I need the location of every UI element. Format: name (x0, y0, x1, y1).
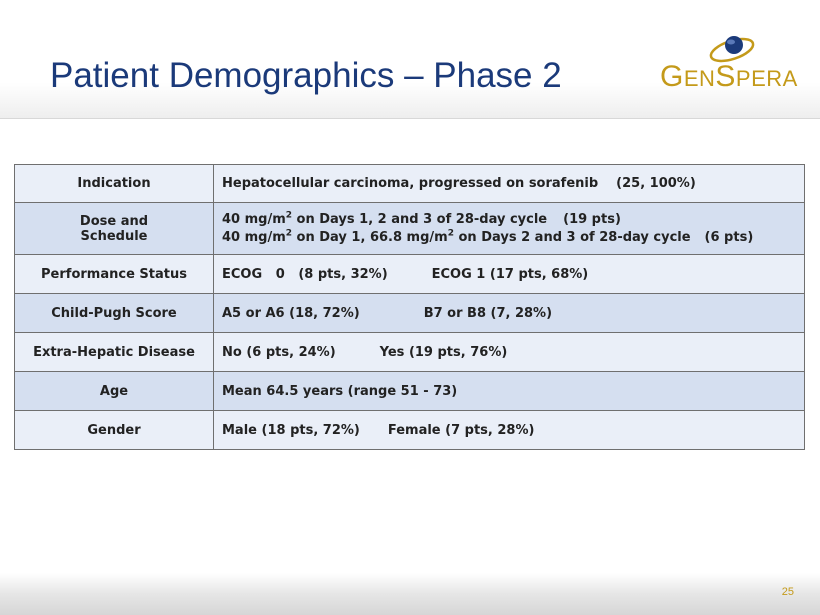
table-row (15, 372, 805, 411)
table-row (15, 255, 805, 294)
value-text: (25, 100%) (616, 176, 696, 191)
page-title: Patient Demographics – Phase 2 (50, 56, 562, 95)
value-text: Yes (19 pts, 76%) (379, 344, 508, 360)
row-label-line: Dose and (79, 213, 149, 229)
footer-band (0, 573, 820, 615)
table-row (15, 333, 805, 372)
superscript: 2 (285, 228, 293, 239)
row-value (214, 294, 805, 333)
row-label: Performance Status (15, 255, 214, 294)
logo-wordmark (660, 60, 798, 94)
row-label (15, 203, 214, 255)
page-number: 25 (781, 586, 794, 598)
row-value (214, 333, 805, 372)
row-value (214, 165, 805, 203)
superscript: 2 (285, 210, 293, 221)
row-value (214, 203, 805, 255)
row-label: Extra-Hepatic Disease (15, 333, 214, 372)
value-text: A5 or A6 (18, 72%) (222, 305, 360, 321)
row-value (214, 372, 805, 411)
logo-letters-en: EN (683, 66, 716, 91)
value-text: Hepatocellular carcinoma, progressed on sorafenib (222, 176, 599, 191)
value-text: (19 pts) (563, 211, 621, 227)
row-value (214, 411, 805, 450)
value-text: Female (7 pts, 28%) (387, 422, 535, 438)
value-text: 40 mg/m (222, 211, 286, 227)
row-label: Indication (15, 165, 214, 203)
row-label: Child-Pugh Score (15, 294, 214, 333)
value-text: 40 mg/m (222, 229, 286, 245)
table-row (15, 203, 805, 255)
value-text: on Day 1, 66.8 mg/m (292, 229, 448, 245)
row-label: Gender (15, 411, 214, 450)
orbit-logo-icon (708, 30, 768, 64)
value-text: on Days 2 and 3 of 28-day cycle (453, 229, 691, 245)
value-text: Mean 64.5 years (range 51 - 73) (222, 383, 458, 399)
value-text: on Days 1, 2 and 3 of 28-day cycle (292, 211, 548, 227)
superscript: 2 (447, 228, 454, 239)
value-text: (6 pts) (704, 229, 754, 245)
logo-letter-s: S (715, 60, 736, 93)
row-label: Age (15, 372, 214, 411)
table-row (15, 294, 805, 333)
row-label-line: Schedule (80, 228, 148, 244)
value-text: ECOG 0 (8 pts, 32%) (222, 266, 388, 282)
value-text: Male (18 pts, 72%) (222, 422, 360, 438)
logo-letter-g: G (660, 60, 684, 93)
value-text: No (6 pts, 24%) (222, 344, 336, 360)
genspera-logo (660, 30, 810, 100)
table-row (15, 165, 805, 203)
table-row (15, 411, 805, 450)
row-value (214, 255, 805, 294)
demographics-table (14, 164, 805, 450)
value-line (222, 229, 796, 247)
value-line (222, 211, 796, 229)
logo-letters-pera: PERA (735, 66, 798, 91)
value-text: ECOG 1 (17 pts, 68%) (431, 266, 589, 282)
value-text: B7 or B8 (7, 28%) (423, 305, 553, 321)
